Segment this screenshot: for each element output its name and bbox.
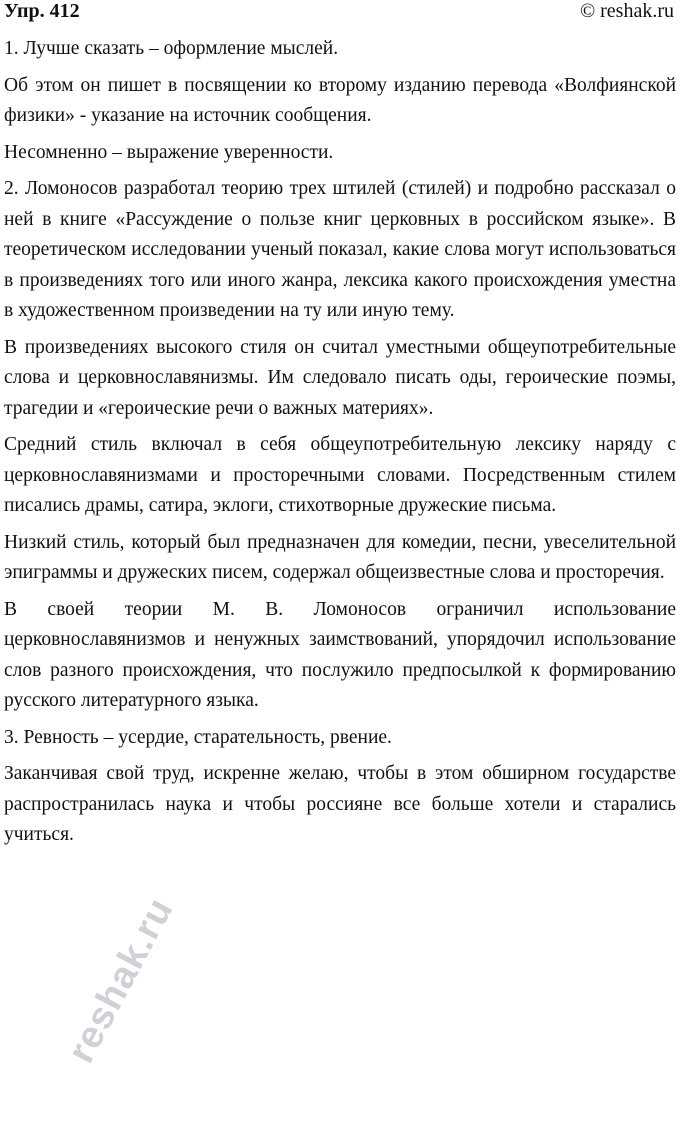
paragraph-2: Об этом он пишет в посвящении ко второму изданию перевода «Волфиянской физики» - указание на источник сообщения.	[4, 74, 676, 126]
paragraph-1: 1. Лучше сказать – оформление мыслей.	[4, 38, 339, 59]
paragraph-4: 2. Ломоносов разработал теорию трех штилей (стилей) и подробно рассказал о ней в книге «Рассуждение о пользе книг церковных в российском языке». В теоретическом исследовании ученый показал, какие слова могут использоваться в произведениях того или иного жанра, лексика какого происхождения уместна в художественном произведении на ту или иную тему.	[4, 178, 676, 321]
paragraph-6: Средний стиль включал в себя общеупотребительную лексику наряду с церковнославянизмами и просторечными словами. Посредственным стилем писались драмы, сатира, эклоги, стихотворные дружеские письма.	[4, 434, 676, 516]
paragraph-9: 3. Ревность – усердие, старательность, рвение.	[4, 726, 392, 748]
paragraph-10: Заканчивая свой труд, искренне желаю, чтобы в этом обширном государстве распространилась наука и чтобы россияне все больше хотели и старались учиться.	[4, 763, 676, 845]
paragraph-3: Несомненно – выражение уверенности.	[4, 141, 334, 163]
watermark: reshak.ru	[60, 890, 182, 1070]
paragraph-7: Низкий стиль, который был предназначен для комедии, песни, увеселительной эпиграммы и дружеских писем, содержал общеизвестные слова и просторечия.	[4, 531, 676, 583]
exercise-title: Упр. 412	[4, 0, 80, 22]
paragraph-8: В своей теории М. В. Ломоносов ограничил использование церковнославянизмов и ненужных заимствований, упорядочил использование слов разного происхождения, что послужило предпосылкой к формированию русского литературного языка.	[4, 598, 676, 711]
answer-text	[4, 34, 676, 857]
page-header	[4, 0, 674, 24]
paragraph-5: В произведениях высокого стиля он считал уместными общеупотребительные слова и церковнославянизмы. Им следовало писать оды, героические поэмы, трагедии и «героические речи о важных материях».	[4, 336, 676, 419]
copyright-label: © reshak.ru	[579, 0, 674, 22]
